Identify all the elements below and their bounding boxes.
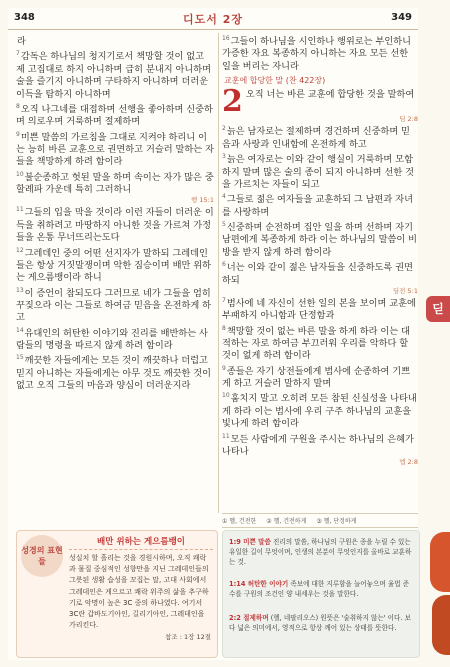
- chapter-section-title: 교훈에 합당한 말 (찬 422장): [224, 76, 326, 86]
- page-edge-tab: [430, 532, 450, 592]
- expression-badge: 성경의 표현들: [21, 535, 63, 577]
- header-rule: [8, 29, 418, 30]
- footnote: ② 헬, 건전하게: [266, 518, 307, 525]
- verse: $^4$그들로 젊은 여자들을 교훈하되 그 남편과 자녀를 사랑하며: [222, 193, 413, 218]
- verse: 라: [17, 36, 26, 48]
- cross-reference: 딤전 5:1: [392, 286, 418, 295]
- verse: $^8$책망할 것이 없는 바른 말을 하게 하라 이는 대적하는 자로 하여금 부끄러워 우리를 악하다 할 것이 없게 하려 함이라: [222, 324, 410, 362]
- book-index-tab[interactable]: 딛: [426, 296, 450, 322]
- chapter-number: 2: [222, 84, 243, 120]
- glossary-item: 1:9 미쁜 말씀 진리의 말씀, 하나님의 구원은 종을 누릴 수 있는 유일한 길이 무엇이며, 인생의 본분이 무엇인지를 올바로 교훈하는 것.: [229, 538, 412, 566]
- verse: $^{15}$깨끗한 자들에게는 모든 것이 깨끗하나 더럽고 믿지 아니하는 자들에게는 아무 것도 깨끗한 것이 없고 오직 그들의 마음과 양심이 더러운지라: [16, 354, 212, 392]
- right-page-number: 349: [391, 12, 412, 23]
- left-page-number: 348: [14, 12, 35, 23]
- expression-note-box: [16, 530, 218, 658]
- verse: $^9$미쁜 말씀의 가르침을 그대로 지켜야 하리니 이는 능히 바른 교훈으로 권면하고 거슬러 말하는 자들을 책망하게 하려 함이라: [16, 130, 214, 168]
- footnote: ③ 헬, 단정하게: [316, 518, 357, 525]
- note-text: 성실치 할 흘리는 것을 경원시하며, 오직 쾌락과 물질 중심적인 성향만을 지닌 그레데인들의 그릇된 생활 습성을 꼬집는 말, 고대 사회에서 그레데인은 게으르고 쾌락 위주의 삶을 추구하기로 악명이 높은 3C 중의 하나였다. 여기서 3C란 갑바도기아인, 길리기아인, 그레데인을 가리킨다. 참조 : 1장 12절: [23, 553, 211, 644]
- verse: $^{16}$그들이 하나님을 시인하나 행위로는 부인하니 가증한 자요 복종하지 아니하는 자요 모든 선한 일을 버리는 자니라: [222, 35, 411, 72]
- note-reference: 참조 : 1장 12절: [165, 633, 211, 642]
- page-edge-tab: [432, 595, 450, 655]
- verse: $^{12}$그레데인 중의 어떤 선지자가 말하되 그레데인들은 항상 거짓말쟁이며 악한 짐승이며 배만 위하는 게으름뱅이라 하니: [16, 246, 212, 284]
- cross-reference: 엡 2:8: [399, 458, 418, 467]
- verse: $^{13}$이 증언이 참되도다 그러므로 네가 그들을 엄히 꾸짖으라 이는 그들로 하여금 믿음을 온전하게 하고: [16, 286, 212, 324]
- page-header: [8, 10, 418, 28]
- running-head: 디도서 2장: [183, 13, 243, 26]
- verse: $^7$감독은 하나님의 청지기로서 책망할 것이 없고 제 고집대로 하지 아니하며 급히 분내지 아니하며 술을 즐기지 아니하며 구타하지 아니하며 더러운 이득을 탐하지 아니하며: [16, 50, 212, 100]
- verse: $^8$오직 나그네를 대접하며 선행을 좋아하며 신중하며 의로우며 거룩하며 절제하며: [16, 102, 213, 128]
- verse: $^{11}$그들의 입을 막을 것이라 이런 자들이 더러운 이득을 취하려고 마땅하지 아니한 것을 가르쳐 가정들을 온통 무너뜨리는도다: [16, 206, 214, 244]
- right-column: [222, 33, 418, 466]
- footnotes: [222, 513, 418, 528]
- verse: $^9$종들은 자기 상전들에게 범사에 순종하여 기쁘게 하고 거슬러 말하지 말며: [222, 364, 411, 390]
- column-divider: [218, 33, 219, 513]
- verse: $^{14}$유대인의 허탄한 이야기와 진리를 배반하는 사람들의 명령을 따르지 않게 하려 함이라: [16, 326, 208, 352]
- verse: $^{10}$훔치지 말고 오히려 모든 참된 신실성을 나타내게 하라 이는 범사에 우리 구주 하나님의 교훈을 빛나게 하려 함이라: [222, 392, 417, 430]
- verse: $^{11}$모든 사람에게 구원을 주시는 하나님의 은혜가 나타나 엡 2:8: [222, 432, 418, 467]
- glossary-item: 2:2 절제하며 (헬, 네팔리오스) 원뜻은 '술취하지 않는' 이다. 보다 넓은 의미에서, 영적으로 항상 깨어 있는 상태를 뜻한다.: [229, 614, 411, 632]
- verse: $^{10}$불순종하고 헛된 말을 하며 속이는 자가 많은 중 할례파 가운데 특히 그러하니 행 15:1: [16, 170, 214, 205]
- verse: $^7$범사에 네 자신이 선한 일의 본을 보이며 교훈에 부패하지 아니함과 단정함과: [222, 296, 416, 322]
- verse: $^3$늙은 여자로는 이와 같이 행실이 거룩하며 모함하지 말며 많은 술의 종이 되지 아니하며 선한 것을 가르치는 자들이 되고: [222, 153, 414, 190]
- verse: $^5$신중하며 순전하며 집안 일을 하며 선하며 자기 남편에게 복종하게 하라 이는 하나님의 말씀이 비방을 받지 않게 하려 함이라: [222, 221, 418, 258]
- chapter-first-verse: 오직 너는 바른 교훈에 합당한 것을 말하여: [245, 89, 415, 101]
- cross-reference: 행 15:1: [191, 196, 214, 205]
- verse: $^2$늙은 남자로는 절제하며 경건하며 신중하며 믿음과 사랑과 인내함에 온전하게 하고: [222, 125, 411, 150]
- footnote: ① 헬, 건전한: [222, 518, 257, 525]
- cross-reference: 딤 2:8: [399, 115, 418, 124]
- verse: $^6$너는 이와 같이 젊은 남자들을 신중하도록 권면하되 딤전 5:1: [222, 261, 418, 295]
- note-title: 배만 위하는 게으름뱅이: [69, 535, 213, 550]
- glossary-item: 1:14 허탄한 이야기 족보에 대한 지루함을 늘어놓으며 율법 준수를 구원의 조건인 양 내세우는 것을 말한다.: [229, 580, 410, 598]
- glossary-box: [222, 530, 420, 658]
- left-column: [16, 33, 214, 393]
